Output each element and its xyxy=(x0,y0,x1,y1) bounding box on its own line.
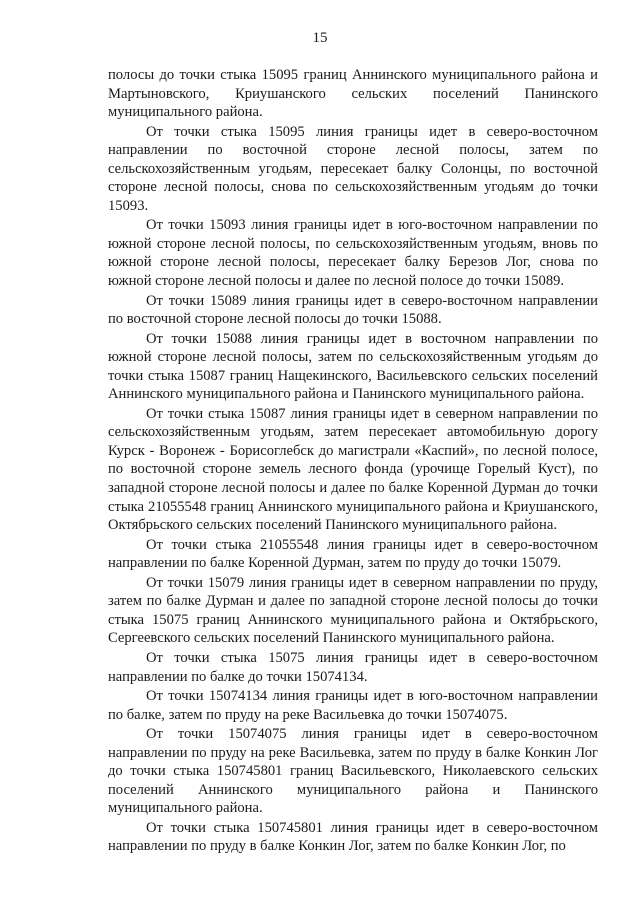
paragraph: От точки 15093 линия границы идет в юго-восточном направлении по южной стороне лесной полосы, по сельскохозяйственным угодьям, вновь по южной стороне лесной полосы, пересекает балку Березов Лог, снова по южной стороне лесной полосы и далее по лесной полосе до точки 15089. xyxy=(108,217,598,290)
paragraph: От точки стыка 15075 линия границы идет в северо-восточном направлении по балке до точки 15074134. xyxy=(108,649,598,685)
paragraph: От точки 15074075 линия границы идет в северо-восточном направлении по пруду на реке Васильевка, затем по пруду в балке Конкин Лог до точки стыка 150745801 границ Васильевского, Николаевского сельских поселений Аннинского муниципального района и Панинского муниципального района. xyxy=(108,726,598,817)
paragraph: От точки стыка 15095 линия границы идет в северо-восточном направлении по восточной стороне лесной полосы, затем по сельскохозяйственным угодьям, пересекает балку Солонцы, по восточной стороне лесной полосы, снова по сельскохозяйственным угодьям до точки 15093. xyxy=(108,123,598,214)
paragraph: От точки 15088 линия границы идет в восточном направлении по южной стороне лесной полосы, затем по сельскохозяйственным угодьям до точки стыка 15087 границ Нащекинского, Васильевского сельских поселений Аннинского муниципального района и Панинского муниципального района. xyxy=(108,330,598,403)
paragraph: От точки стыка 15087 линия границы идет в северном направлении по сельскохозяйственным угодьям, затем пересекает автомобильную дорогу Курск - Воронеж - Борисоглебск до магистрали «Каспий», по лесной полосе, по восточной стороне земель лесного фонда (урочище Горелый Куст), по западной стороне лесной полосы и далее по балке Коренной Дурман до точки стыка 21055548 границ Аннинского муниципального района и Криушанского, Октябрьского сельских поселений Панинского муниципального района. xyxy=(108,405,598,534)
paragraph: От точки 15079 линия границы идет в северном направлении по пруду, затем по балке Дурман и далее по западной стороне лесной полосы до точки стыка 15075 границ Аннинского муниципального района и Октябрьского, Сергеевского сельских поселений Панинского муниципального района. xyxy=(108,574,598,647)
page-number: 15 xyxy=(312,30,328,46)
paragraph: От точки 15074134 линия границы идет в юго-восточном направлении по балке, затем по пруду на реке Васильевка до точки 15074075. xyxy=(108,688,598,723)
paragraph: От точки стыка 150745801 линия границы идет в северо-восточном направлении по пруду в балке Конкин Лог, затем по балке Конкин Лог, по xyxy=(108,819,598,855)
paragraph: От точки стыка 21055548 линия границы идет в северо-восточном направлении по балке Коренной Дурман, затем по пруду до точки 15079. xyxy=(108,536,598,572)
paragraph: полосы до точки стыка 15095 границ Аннинского муниципального района и Мартыновского, Криушанского сельских поселений Панинского муниципального района. xyxy=(108,67,598,121)
paragraph: От точки 15089 линия границы идет в северо-восточном направлении по восточной стороне лесной полосы до точки 15088. xyxy=(108,292,598,328)
document-body xyxy=(108,66,598,857)
